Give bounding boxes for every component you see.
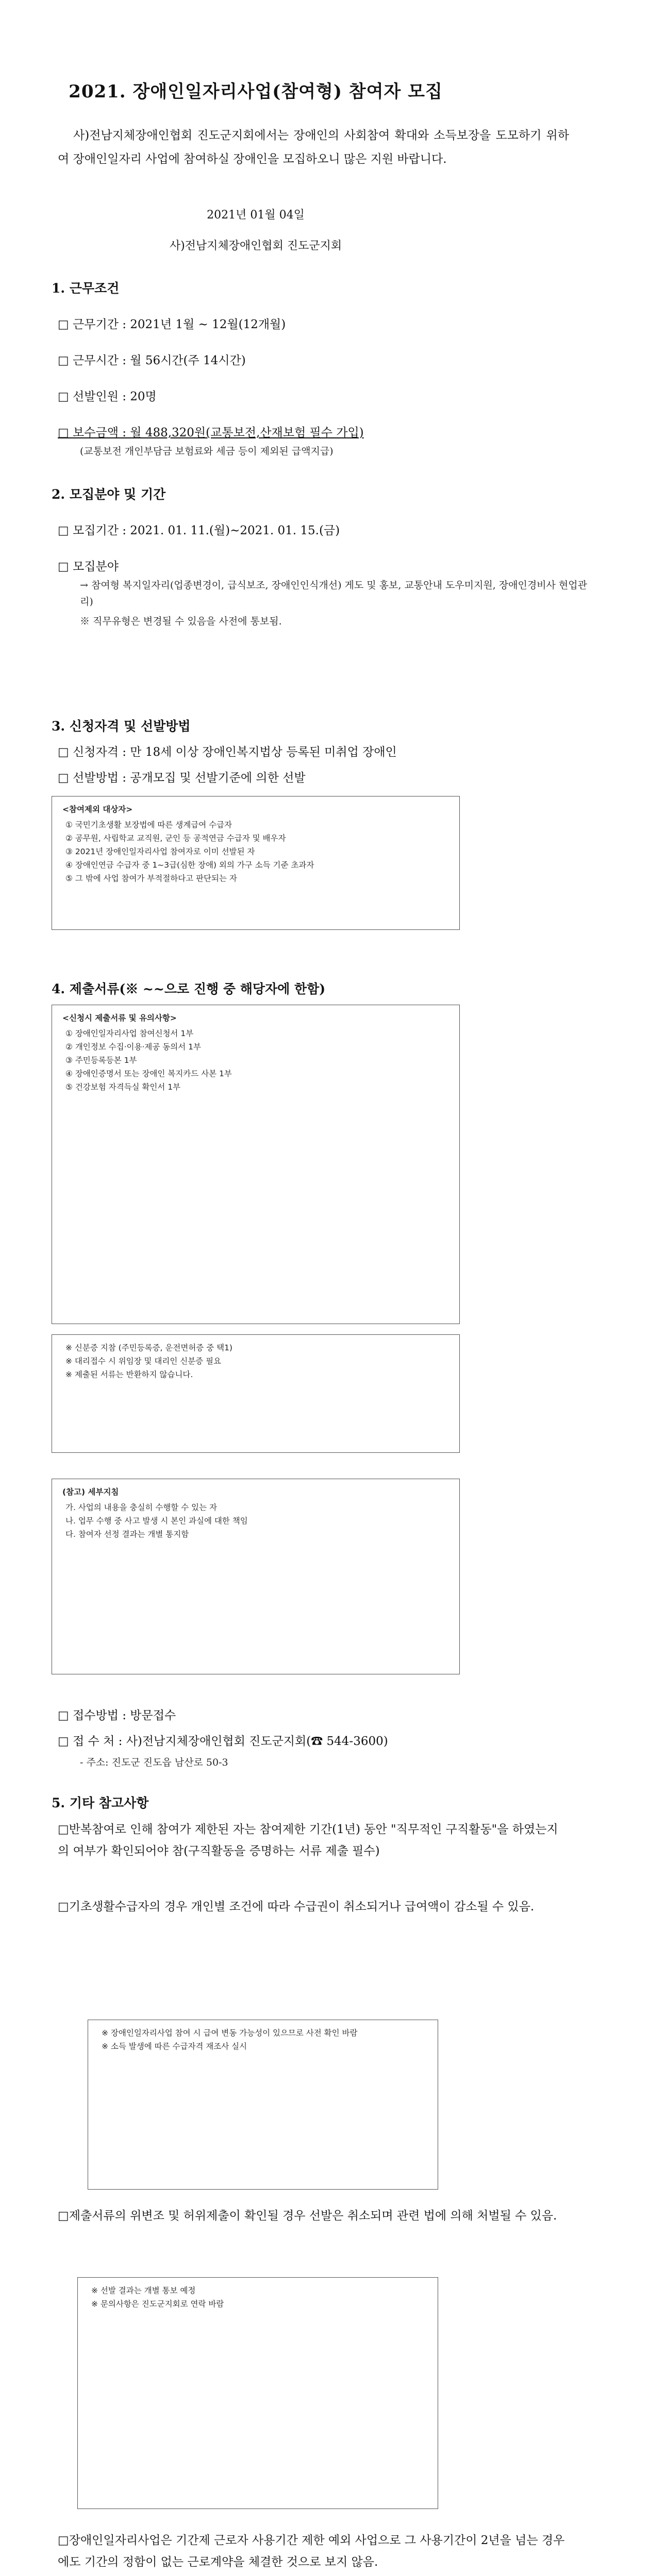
recruit-field-detail: → 참여형 복지일자리(업종변경이, 급식보조, 장애인인식개선) 게도 및 홍보, 교통안내 도우미지원, 장애인경비사 현업관리) [80, 580, 587, 607]
exclusion-box-title: <참여제외 대상자> [62, 805, 133, 814]
apply-method: □ 접수방법 : 방문접수 [58, 1709, 176, 1722]
eligibility: □ 신청자격 : 만 18세 이상 장애인복지법상 등록된 미취업 장애인 [58, 745, 397, 759]
section-4-heading: 4. 제출서류(※ ~~으로 진행 중 해당자에 한함) [52, 981, 326, 996]
section-1-heading: 1. 근무조건 [52, 281, 120, 296]
documents-box [52, 1005, 460, 1324]
exclusion-item: ② 공무원, 사립학교 교직원, 군인 등 공적연금 수급자 및 배우자 [65, 834, 286, 843]
note-repeat-participation: □반복참여로 인해 참여가 제한된 자는 참여제한 기간(1년) 동안 "직무적인 구직활동"을 하였는지의 여부가 확인되어야 참(구직활동을 증명하는 서류 제출 필수) [58, 1823, 558, 1858]
notice-date: 2021년 01월 04일 [207, 209, 305, 222]
pay-amount: □ 보수금액 : 월 488,320원(교통보전,산재보험 필수 가입) [58, 426, 364, 439]
benefit-note: ※ 소득 발생에 따른 수급자격 재조사 실시 [102, 2042, 247, 2051]
document-note: ※ 대리접수 시 위임장 및 대리인 신분증 필요 [65, 1357, 222, 1366]
guideline-item: 다. 참여자 선정 결과는 개별 통지함 [65, 1530, 189, 1539]
work-hours: □ 근무시간 : 월 56시간(주 14시간) [58, 354, 246, 367]
intro-paragraph: 사)전남지체장애인협회 진도군지회에서는 장애인의 사회참여 확대와 소득보장을 도모하기 위하여 장애인일자리 사업에 참여하실 장애인을 모집하오니 많은 지원 바랍니다. [58, 129, 569, 166]
organization-name: 사)전남지체장애인협회 진도군지회 [169, 240, 342, 252]
documents-notes-box [52, 1334, 460, 1453]
exclusion-box [52, 796, 460, 930]
page-title: 2021. 장애인일자리사업(참여형) 참여자 모집 [69, 81, 443, 102]
document-item: ② 개인정보 수집·이용·제공 동의서 1부 [65, 1042, 201, 1052]
recruit-field: □ 모집분야 [58, 560, 119, 573]
document-item: ④ 장애인증명서 또는 장애인 복지카드 사본 1부 [65, 1069, 232, 1078]
document-item: ⑤ 건강보험 자격득실 확인서 1부 [65, 1082, 181, 1092]
selection-note: ※ 문의사항은 진도군지회로 연락 바람 [91, 2299, 224, 2309]
benefit-note: ※ 장애인일자리사업 참여 시 급여 변동 가능성이 있으므로 사전 확인 바람 [102, 2028, 358, 2038]
guideline-item: 가. 사업의 내용을 충실히 수행할 수 있는 자 [65, 1503, 217, 1512]
document-item: ① 장애인일자리사업 참여신청서 1부 [65, 1029, 194, 1038]
recruit-period: □ 모집기간 : 2021. 01. 11.(월)~2021. 01. 15.(금) [58, 524, 340, 537]
apply-place: □ 접 수 처 : 사)전남지체장애인협회 진도군지회(☎ 544-3600) [58, 1735, 388, 1748]
selection-note: ※ 선발 결과는 개별 통보 예정 [91, 2286, 196, 2295]
pay-note: (교통보전 개인부담금 보험료와 세금 등이 제외된 급액지급) [80, 446, 334, 457]
exclusion-item: ⑤ 그 밖에 사업 참여가 부적절하다고 판단되는 자 [65, 874, 237, 883]
exclusion-item: ③ 2021년 장애인일자리사업 참여자로 이미 선발된 자 [65, 847, 255, 856]
documents-box-title: <신청시 제출서류 및 유의사항> [62, 1013, 177, 1023]
section-3-heading: 3. 신청자격 및 선발방법 [52, 719, 191, 734]
document-note: ※ 신분증 지참 (주민등록증, 운전면허증 중 택1) [65, 1343, 232, 1352]
note-contract-exception: □장애인일자리사업은 기간제 근로자 사용기간 제한 예외 사업으로 그 사용기간이 2년을 넘는 경우에도 기간의 정함이 없는 근로계약을 체결한 것으로 보지 않음. [58, 2534, 565, 2569]
section-5-heading: 5. 기타 참고사항 [52, 1795, 149, 1810]
note-forgery: □제출서류의 위변조 및 허위제출이 확인될 경우 선발은 취소되며 관련 법에 의해 처벌될 수 있음. [58, 2209, 557, 2223]
document-item: ③ 주민등록등본 1부 [65, 1056, 137, 1065]
selection-count: □ 선발인원 : 20명 [58, 390, 157, 403]
benefit-notes-box [88, 2020, 438, 2190]
guideline-item: 나. 업무 수행 중 사고 발생 시 본인 과실에 대한 책임 [65, 1516, 248, 1526]
recruit-field-note: ※ 직무유형은 변경될 수 있음을 사전에 통보됨. [80, 616, 282, 627]
section-2-heading: 2. 모집분야 및 기간 [52, 487, 166, 502]
exclusion-item: ① 국민기초생활 보장법에 따른 생계급여 수급자 [65, 820, 232, 829]
selection-notes-box [77, 2277, 438, 2509]
document-note: ※ 제출된 서류는 반환하지 않습니다. [65, 1370, 193, 1379]
note-basic-livelihood: □기초생활수급자의 경우 개인별 조건에 따라 수급권이 취소되거나 급여액이 감소될 수 있음. [58, 1900, 535, 1913]
work-period: □ 근무기간 : 2021년 1월 ~ 12월(12개월) [58, 318, 286, 331]
exclusion-item: ④ 장애인연금 수급자 중 1~3급(심한 장애) 외의 가구 소득 기준 초과자 [65, 860, 314, 870]
apply-address: - 주소: 진도군 진도읍 남산로 50-3 [80, 1757, 228, 1768]
guidelines-title: (참고) 세부지침 [62, 1487, 119, 1497]
guidelines-box [52, 1479, 460, 1674]
selection-method: □ 선발방법 : 공개모집 및 선발기준에 의한 선발 [58, 771, 306, 785]
